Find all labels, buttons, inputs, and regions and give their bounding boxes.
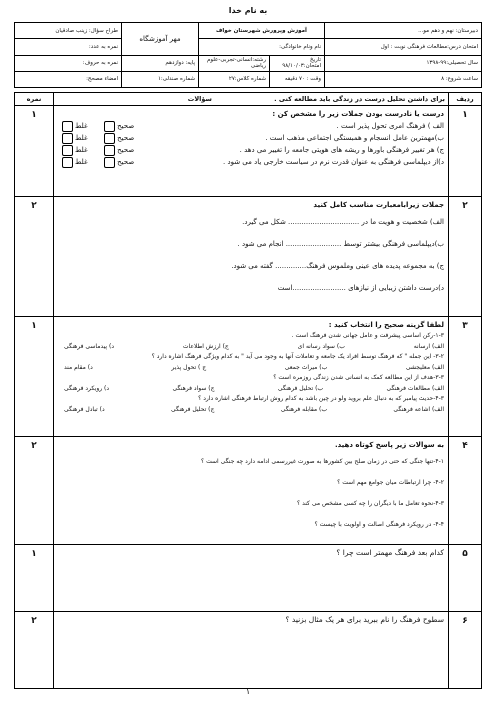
questions-table [14,92,482,689]
option-d[interactable]: د) رویکرد فرهنگی [64,384,110,392]
fill-blank-item: ب)دیپلماسی فرهنگی بیشتر توسط ......................... انجام می شود . [237,240,444,248]
mc-options [58,342,444,353]
option-c[interactable]: ج ) تحول پذیر [171,363,207,371]
tf-item: د)از دیپلماسی فرهنگی به عنوان قدرت نرم در سیاست خارجی یاد می شود . صحیح غلط [58,156,444,168]
checkbox-icon [104,121,115,132]
question-number: ۱ [449,106,482,197]
option-b[interactable]: ب) میراث جمعی [284,363,328,371]
fill-blank-item: الف) شخصیت و هویت ما در ................................ شکل می گیرد. [242,218,444,226]
false-option[interactable]: غلط [62,120,88,132]
short-answer-item: ۴-۴- در رویکرد فرهنگی اصالت و اولویت با چیست ؟ [314,521,444,528]
mc-question: ۱-۳-رکن اساسی پیشرفت و عامل جهانی شدن فرهنگ است . [291,332,444,339]
exam-date: تاریخ امتحان:۹۸/۱۰/۰۳ [270,55,325,71]
fill-blank-item: د)درست داشتن زیبایی از نیازهای ........................است [277,284,444,292]
tf-item: ج) هر تغییر فرهنگی باورها و ریشه های هویتی جامعه را تغییر می دهد . صحیح غلط [58,144,444,156]
seat-number: شماره صندلی:۱ [122,71,199,87]
grade: پایه: دوازدهم [122,55,199,71]
mc-options [58,363,444,374]
question-number: ۲ [449,197,482,317]
school-year: سال تحصیلی:۹۹-۱۳۹۸ [325,55,482,71]
class-number: شماره کلاس:۲۷ [199,71,270,87]
mc-question: ۳-۲- این جمله " که فرهنگ توسط افراد یک جامعه و تعاملات آنها به وجود می آید " به کدام ویژگی فرهنگ اشاره دارد ؟ [151,353,444,360]
question-title: جملات زیرابامعبارت مناسب کامل کنید [313,201,444,209]
true-option[interactable]: صحیح [104,156,134,168]
question-text: سطوح فرهنگ را نام ببرید برای هر یک مثال بزنید ؟ [285,615,444,624]
checkbox-icon [62,133,73,144]
option-a[interactable]: الف) ارسانه [413,342,444,350]
question-row-6 [15,612,482,689]
question-row-4 [15,437,482,545]
exam-header [14,22,482,88]
mc-options [58,405,444,416]
question-score: ۲ [15,197,54,317]
column-score: نمره [15,93,54,106]
option-d[interactable]: د) تبادل فرهنگی [64,405,105,413]
question-title: درست یا نادرست بودن جملات زیر را مشخص کن : [272,110,444,118]
school-stamp: مهر آموزشگاه [122,23,199,56]
option-a[interactable]: الف) مطالعات فرهنگی [386,384,444,392]
option-a[interactable]: الف) اشاعه فرهنگی [393,405,444,413]
question-title: به سوالات زیر پاسخ کوتاه دهید. [334,441,444,449]
question-row-3 [15,317,482,437]
question-score: ۲ [15,612,54,689]
page-number: ۱ [245,687,251,696]
short-answer-item: ۴-۱-تنها جنگی که حتی در زمان صلح بین کشورها به صورت غیررسمی ادامه دارد چه جنگی است ؟ [201,458,444,465]
short-answer-item: ۴-۳-نحوه تعامل ما با دیگران را چه کسی مشخص می کند ؟ [297,500,444,507]
option-b[interactable]: ب) تحلیل فرهنگی [277,384,324,392]
motto: برای داشتن تحلیل درست در زندگی باید مطالعه کنی . [274,95,445,103]
checkbox-icon [62,157,73,168]
true-option[interactable]: صحیح [104,144,134,156]
question-number: ۵ [449,545,482,612]
question-number: ۳ [449,317,482,437]
question-score: ۱ [15,317,54,437]
tf-item: ب)مهمترین عامل انسجام و همبستگی اجتماعی مذهب است . صحیح غلط [58,132,444,144]
subject-field: امتحان درس:مطالعات فرهنگی نوبت : اول [325,39,482,55]
score-word-field: نمره به حروف: [15,55,122,71]
question-title: لطفا گزینه صحیح را انتخاب کنید : [328,321,444,329]
mc-question: ۴-۳-حدیث پیامبر که به دنبال علم بروید ولو در چین باشد به کدام روش ارتباط فرهنگی اشاره دارد ؟ [198,395,444,402]
true-option[interactable]: صحیح [104,120,134,132]
question-number: ۴ [449,437,482,545]
question-score: ۲ [15,437,54,545]
option-c[interactable]: ج) ارزش اطلاعات [182,342,229,350]
question-row-1 [15,106,482,197]
question-number: ۶ [449,612,482,689]
school-name: دبیرستان: نهم و دهم مو... [325,23,482,39]
student-name-field: نام ونام خانوادگی: [199,39,325,55]
question-score: ۱ [15,545,54,612]
checkbox-icon [62,121,73,132]
short-answer-item: ۴-۲- چرا ارتباطات میان جوامع مهم است ؟ [337,479,444,486]
question-score: ۱ [15,106,54,197]
checkbox-icon [62,145,73,156]
option-d[interactable]: د) پیدماسی فرهنگی [64,342,115,350]
question-designer: طراح سؤال: زینب صادقیان [15,23,122,39]
question-text: کدام بعد فرهنگ مهمتر است چرا ؟ [336,548,444,557]
false-option[interactable]: غلط [62,132,88,144]
tf-item: الف ) فرهنگ امری تحول پذیر است . صحیح غلط [58,120,444,132]
fill-blank-item: ج) به مجموعه پدیده های عینی وملموس فرهنگ.............. گفته می شود. [231,262,444,270]
field-of-study: رشته:انسانی-تجربی-علوم ریاضی [199,55,270,71]
checkbox-icon [104,145,115,156]
question-row-2 [15,197,482,317]
education-department: آموزش وپرورش شهرستان خواف [199,23,325,39]
true-option[interactable]: صحیح [104,132,134,144]
option-b[interactable]: ب) سواد رسانه ای [297,342,345,350]
question-row-5 [15,545,482,612]
option-c[interactable]: ج) سواد فرهنگی [172,384,215,392]
score-number-field: نمره به عدد: [15,39,122,55]
mc-question: ۳-۳-هدف از این مطالعه کمک به انسانی شدن زندگی روزمره است ؟ [273,374,444,381]
checkbox-icon [104,157,115,168]
option-d[interactable]: د) مقام مند [64,363,93,371]
document-title: به نام خدا [228,6,268,15]
column-questions: سؤالات [187,95,212,103]
mc-options [58,384,444,395]
start-time: ساعت شروع: ۸ [325,71,482,87]
column-row: ردیف [449,93,482,106]
duration: وقت : ۷۰ دقیقه [270,71,325,87]
option-a[interactable]: الف) معلیجشی [405,363,444,371]
false-option[interactable]: غلط [62,156,88,168]
checkbox-icon [104,133,115,144]
grader-signature: امضاء مصحح: [15,71,122,87]
option-c[interactable]: ج) تحلیل فرهنگی [171,405,215,413]
false-option[interactable]: غلط [62,144,88,156]
option-b[interactable]: ب) مقابله فرهنگی [280,405,327,413]
